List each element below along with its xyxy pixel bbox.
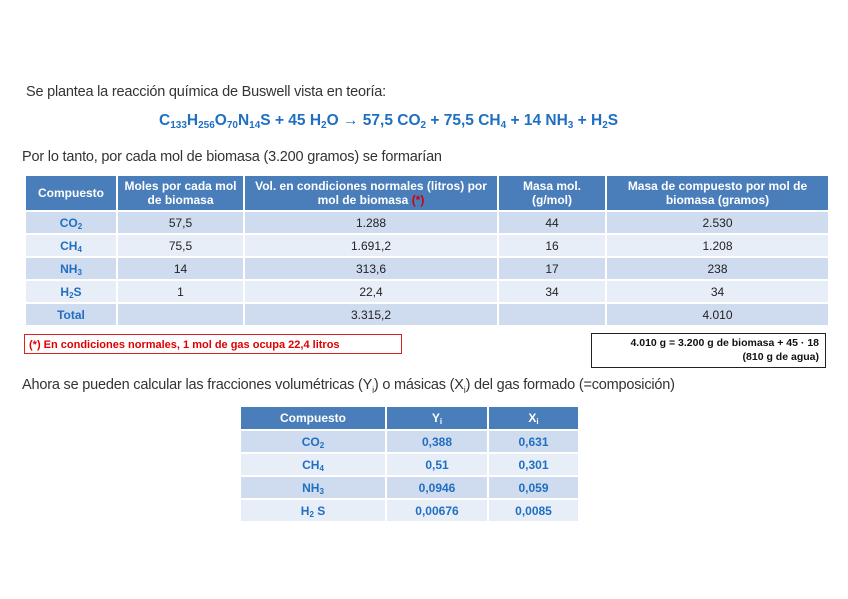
table-row <box>26 233 830 256</box>
xi-cell: 0,301 <box>489 452 580 475</box>
compound-cell <box>241 429 387 452</box>
table-row <box>26 279 830 302</box>
mass-cell: 1.208 <box>607 233 830 256</box>
compound-cell <box>241 475 387 498</box>
compound-base: CO <box>59 215 78 230</box>
yi-label: Y <box>431 411 440 425</box>
molar-mass-cell: 34 <box>499 279 607 302</box>
eq-product-co2: 57,5 CO <box>362 112 421 129</box>
molar-mass-cell: 17 <box>499 256 607 279</box>
col-header-masa-mol: Masa mol. (g/mol) <box>499 176 607 210</box>
xi-sub: i <box>536 417 539 426</box>
compound-cell <box>26 210 118 233</box>
eq-water-sub: 2 <box>321 120 327 131</box>
mass-cell: 2.530 <box>607 210 830 233</box>
compound-sub: 2 <box>319 440 325 450</box>
yi-cell: 0,0946 <box>387 475 489 498</box>
table-row <box>26 256 830 279</box>
compound-base: CH <box>60 238 78 253</box>
mass-balance-line1: 4.010 g = 3.200 g de biomasa + 45 · 18 <box>630 337 819 349</box>
volume-cell: 1.288 <box>245 210 499 233</box>
buswell-equation: $C_{133}H_{256}O_{70}N_{14}S + 45$ $H_2O \to 57,5$ $CO_2 + 75,5$ $CH_4 + 14$ $NH_3 + H_2S$ <box>159 112 619 131</box>
compound-tail: S <box>313 503 326 518</box>
fractions-x-sub: i <box>463 384 466 395</box>
compound-base: NH <box>60 261 78 276</box>
compound-sub: 3 <box>77 267 82 277</box>
moles-cell: 75,5 <box>118 233 245 256</box>
compound-sub: 3 <box>319 486 324 496</box>
mass-balance-line2: (810 g de agua) <box>742 351 819 363</box>
fractions-text-a: Ahora se pueden calcular las fracciones volumétricas (Y <box>22 377 373 393</box>
col-header-moles: Moles por cada mol de biomasa <box>118 176 245 210</box>
fractions-text-b: ) o másicas (X <box>373 377 464 393</box>
col-header-volumen <box>245 176 499 210</box>
compound-tail: S <box>73 284 82 299</box>
biomass-text: Por lo tanto, por cada mol de biomasa (3.200 gramos) se formarían <box>22 149 442 165</box>
table-row <box>241 452 580 475</box>
col-header-xi <box>489 407 580 429</box>
mass-cell: 34 <box>607 279 830 302</box>
yi-cell: 0,51 <box>387 452 489 475</box>
yi-cell: 0,388 <box>387 429 489 452</box>
col-header-volumen-label: Vol. en condiciones normales (litros) por mol de biomasa <box>255 179 487 207</box>
yi-cell: 0,00676 <box>387 498 489 521</box>
compound-cell <box>26 233 118 256</box>
eq-co2-sub: 2 <box>420 120 427 131</box>
total-moles-cell <box>118 302 245 325</box>
total-mass-cell: 4.010 <box>607 302 830 325</box>
total-molar-mass-cell <box>499 302 607 325</box>
eq-n-count: 14 <box>249 120 261 131</box>
table-row <box>241 498 580 521</box>
mass-cell: 238 <box>607 256 830 279</box>
compound-sub: 2 <box>77 221 83 231</box>
fractions-text-c: ) del gas formado (=composición) <box>465 377 675 393</box>
compound-cell <box>241 452 387 475</box>
xi-cell: 0,0085 <box>489 498 580 521</box>
intro-text: Se plantea la reacción química de Buswell vista en teoría: <box>26 84 386 100</box>
compound-base: H <box>60 284 70 299</box>
compound-base: NH <box>302 480 320 495</box>
total-label: Total <box>26 302 118 325</box>
moles-cell: 1 <box>118 279 245 302</box>
compound-sub: 2 <box>69 290 74 300</box>
eq-o-count: 70 <box>226 120 238 131</box>
eq-c-count: 133 <box>170 120 187 131</box>
composition-table <box>241 407 580 521</box>
eq-product-ch4: + 75,5 CH <box>426 112 501 129</box>
eq-product-h2s: + H <box>573 112 603 129</box>
compound-base: CO <box>301 434 320 449</box>
eq-h-count: 256 <box>198 120 215 131</box>
col-header-compuesto: Compuesto <box>241 407 387 429</box>
moles-cell: 14 <box>118 256 245 279</box>
compound-base: CH <box>302 457 320 472</box>
moles-cell: 57,5 <box>118 210 245 233</box>
compound-sub: 4 <box>77 244 82 254</box>
eq-nh3-sub: 3 <box>567 120 574 131</box>
col-header-yi <box>387 407 489 429</box>
eq-product-nh3: + 14 NH <box>506 112 568 129</box>
eq-water-tail: O <box>326 112 339 129</box>
normal-conditions-note: (*) En condiciones normales, 1 mol de gas ocupa 22,4 litros <box>24 334 402 354</box>
volume-cell: 22,4 <box>245 279 499 302</box>
compound-cell <box>241 498 387 521</box>
yi-sub: i <box>439 417 443 426</box>
table-row <box>26 210 830 233</box>
compound-cell <box>26 256 118 279</box>
molar-mass-cell: 44 <box>499 210 607 233</box>
table-header-row <box>241 407 580 429</box>
compound-cell <box>26 279 118 302</box>
fractions-y-sub: i <box>372 384 374 395</box>
col-header-compuesto: Compuesto <box>26 176 118 210</box>
fractions-text <box>22 377 675 395</box>
xi-label: X <box>528 411 537 425</box>
compound-sub: 4 <box>319 463 324 473</box>
volume-cell: 1.691,2 <box>245 233 499 256</box>
xi-cell: 0,059 <box>489 475 580 498</box>
eq-water: + 45 H <box>270 112 322 129</box>
compound-base: H <box>300 503 310 518</box>
eq-ch4-sub: 4 <box>500 120 507 131</box>
total-volume-cell: 3.315,2 <box>245 302 499 325</box>
col-header-masa: Masa de compuesto por mol de biomasa (gramos) <box>607 176 830 210</box>
total-row <box>26 302 830 325</box>
eq-h2s-tail: S <box>607 112 619 129</box>
table-row <box>241 429 580 452</box>
table-row <box>241 475 580 498</box>
table-header-row <box>26 176 830 210</box>
xi-cell: 0,631 <box>489 429 580 452</box>
asterisk-marker: (*) <box>411 193 425 207</box>
buswell-products-table <box>26 176 830 325</box>
mass-balance-box <box>591 333 826 368</box>
compound-sub: 2 <box>309 509 314 519</box>
volume-cell: 313,6 <box>245 256 499 279</box>
eq-h2s-sub: 2 <box>602 120 608 131</box>
molar-mass-cell: 16 <box>499 233 607 256</box>
eq-arrow: → <box>338 112 363 129</box>
